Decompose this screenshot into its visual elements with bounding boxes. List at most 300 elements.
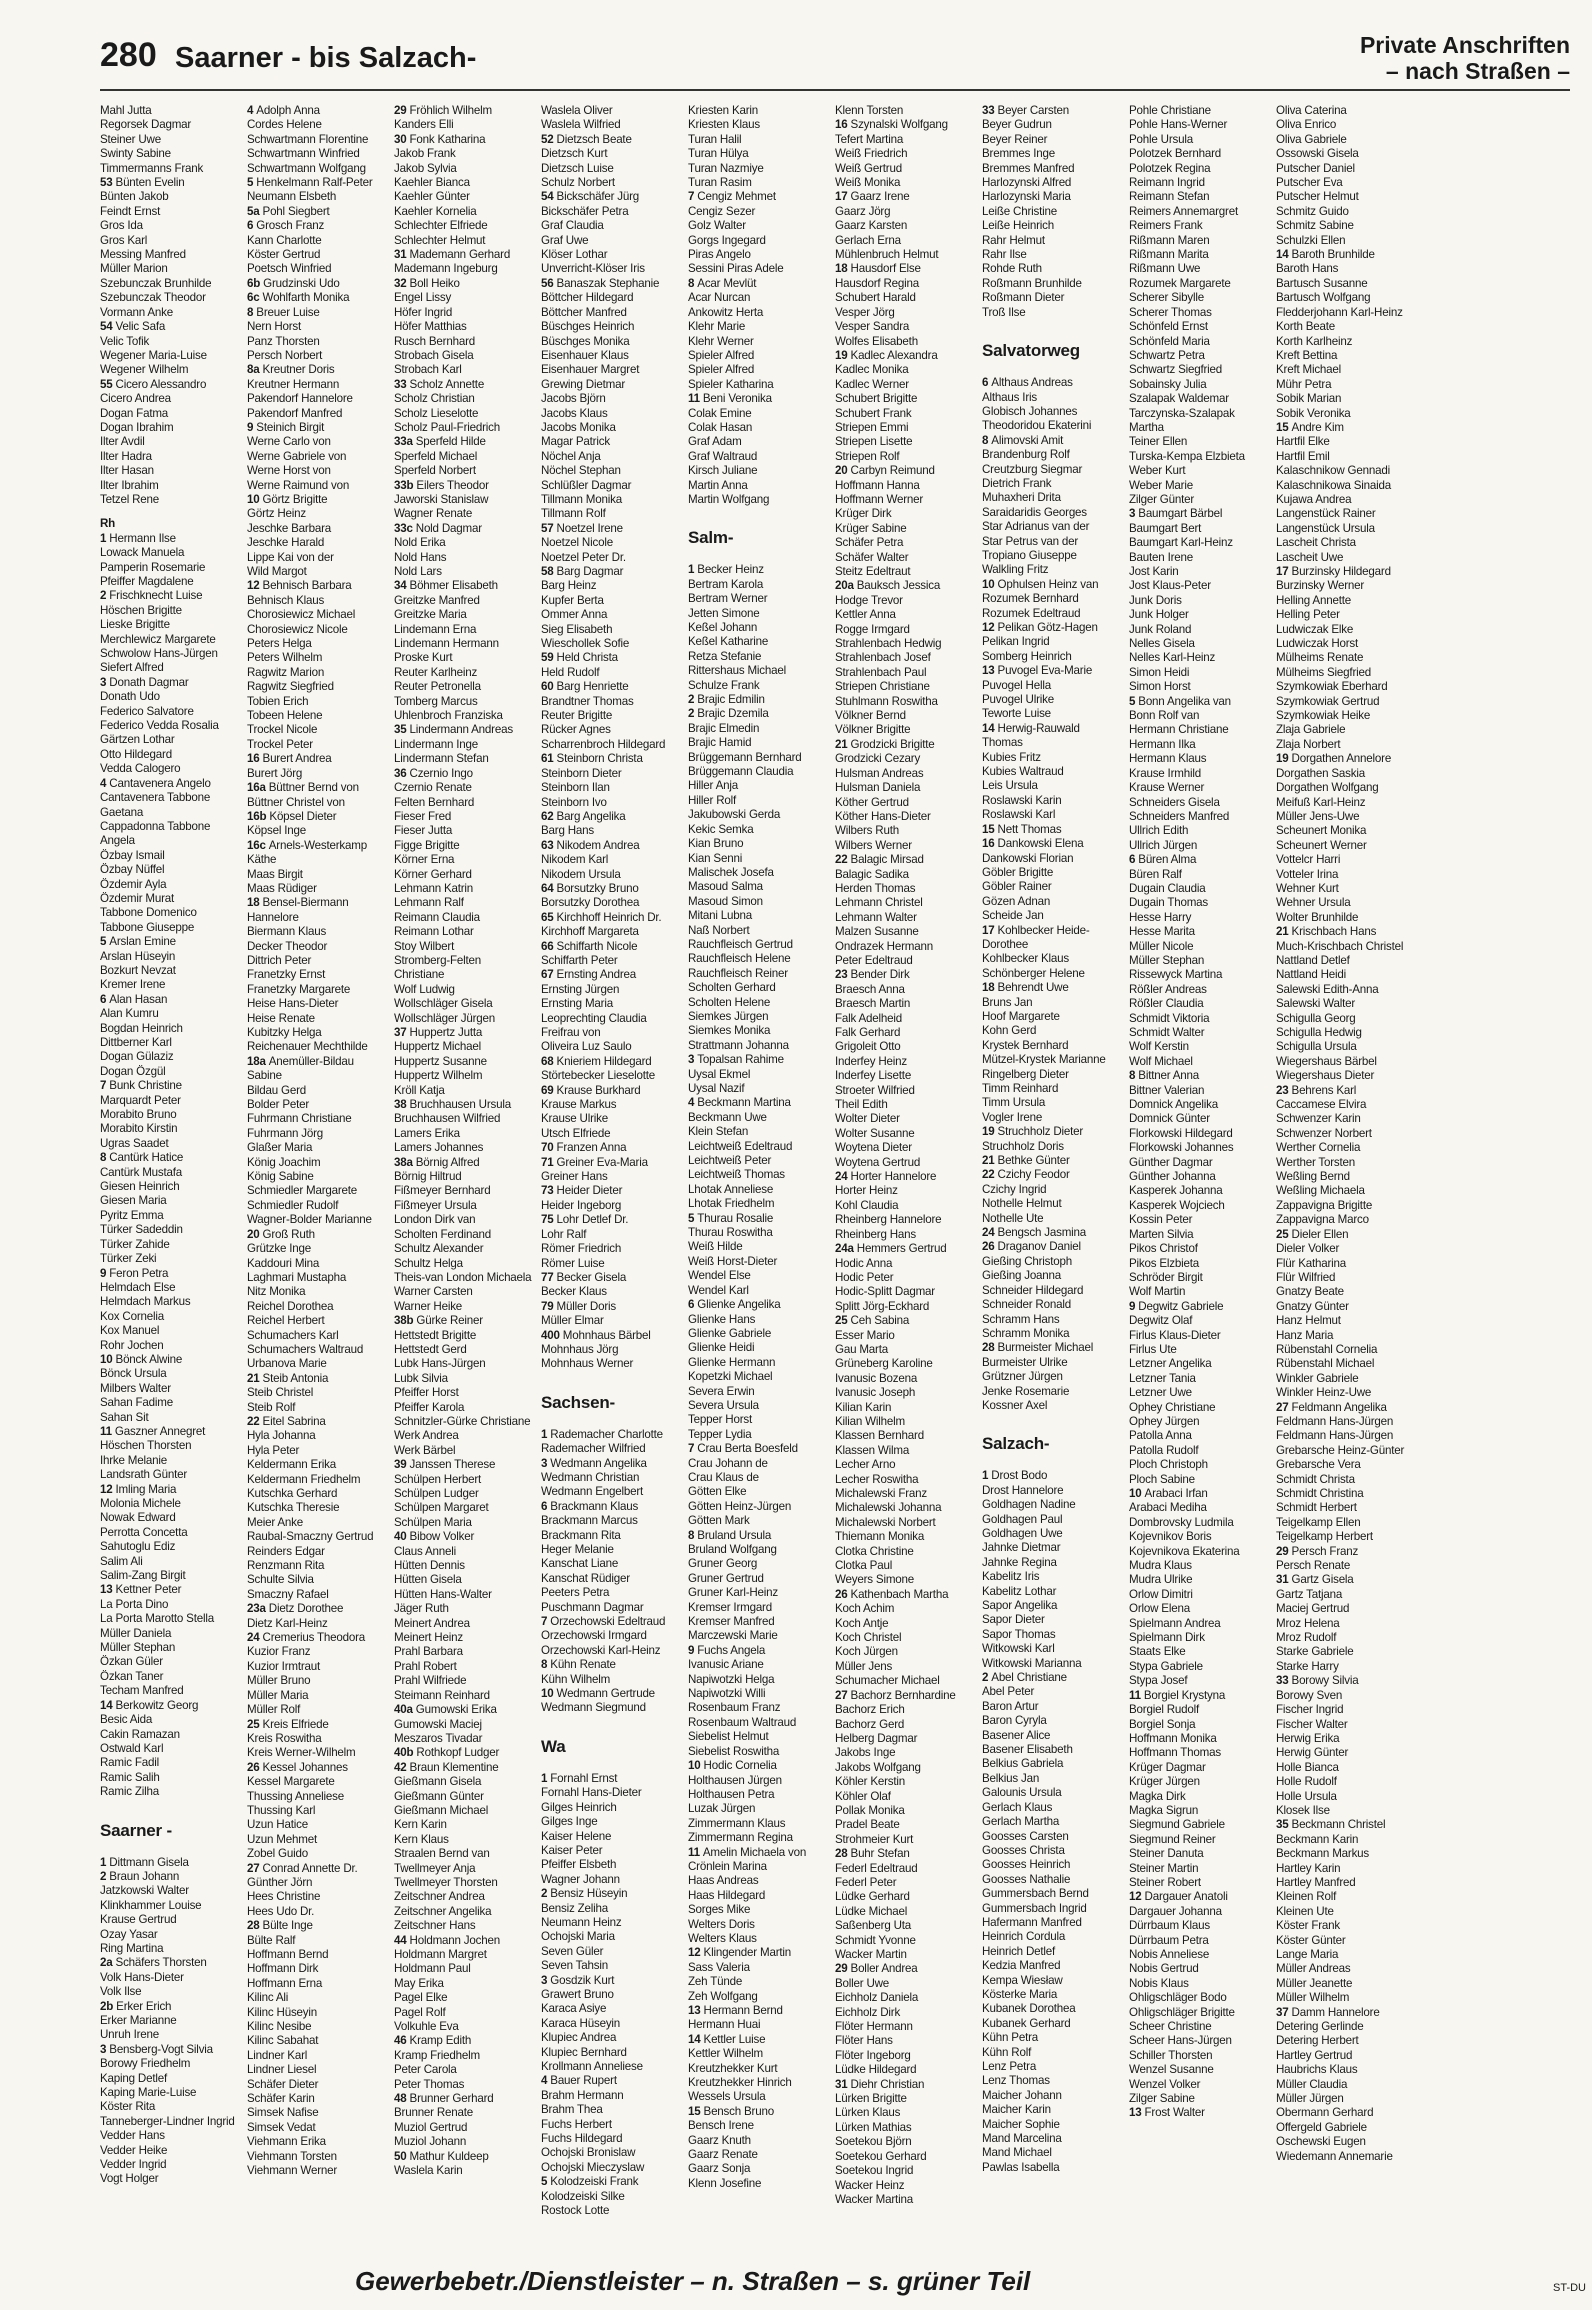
resident-entry: Köther Gertrud bbox=[835, 795, 909, 809]
resident-entry: Jenke Rosemarie bbox=[982, 1384, 1070, 1398]
resident-name: Bachorz Bernhardine bbox=[850, 1688, 956, 1702]
resident-entry: Kremser Irmgard bbox=[688, 1600, 772, 1614]
resident-entry: Starke Gabriele bbox=[1276, 1645, 1354, 1659]
resident-entry: Cappadonna Tabbone bbox=[100, 819, 211, 833]
resident-entry: Schneider Hildegard bbox=[982, 1283, 1084, 1297]
resident-name: Bülte Inge bbox=[262, 1919, 313, 1933]
resident-entry: Schröder Birgit bbox=[1129, 1270, 1203, 1284]
resident-entry: Schmiedler Rudolf bbox=[247, 1198, 339, 1212]
resident-name: Wedmann Angelika bbox=[550, 1456, 647, 1470]
resident-entry: Ilter Hasan bbox=[100, 464, 154, 478]
resident-entry: Zeitschner Hans bbox=[394, 1919, 476, 1933]
resident-entry bbox=[247, 493, 394, 507]
street-heading: Saarner - bbox=[100, 1820, 172, 1840]
resident-entry: Braesch Martin bbox=[835, 997, 911, 1011]
resident-entry: Lippe Kai von der bbox=[247, 550, 334, 564]
resident-entry: Borowy Sven bbox=[1276, 1688, 1343, 1702]
resident-entry: Kreutzhekker Kurt bbox=[688, 2061, 778, 2075]
resident-entry: Krystek Bernhard bbox=[982, 1038, 1069, 1052]
resident-entry: Kian Bruno bbox=[688, 837, 744, 851]
resident-entry: Werther Torsten bbox=[1276, 1155, 1356, 1169]
resident-entry: Körner Gerhard bbox=[394, 867, 472, 881]
resident-entry: Laghmari Mustapha bbox=[247, 1270, 347, 1284]
resident-name: Burmeister Michael bbox=[997, 1341, 1094, 1355]
house-number: 54 bbox=[100, 320, 116, 334]
resident-entry: Perrotta Concetta bbox=[100, 1525, 188, 1539]
resident-entry: Thiemann Monika bbox=[835, 1530, 925, 1544]
resident-name: Fornahl Ernst bbox=[550, 1771, 618, 1785]
house-number: 28 bbox=[835, 1847, 851, 1861]
resident-entry: Maicher Johann bbox=[982, 2088, 1062, 2102]
resident-entry: Waslela Karin bbox=[394, 2164, 463, 2178]
resident-entry: Crau Johann de bbox=[688, 1456, 768, 1470]
resident-entry: Golz Walter bbox=[688, 219, 746, 233]
resident-entry: Neumann Elsbeth bbox=[247, 190, 337, 204]
resident-name: Burert Andrea bbox=[262, 752, 332, 766]
resident-name: Nikodem Andrea bbox=[556, 838, 640, 852]
resident-entry bbox=[100, 1956, 247, 1970]
resident-name: Rothkopf Ludger bbox=[416, 1746, 500, 1760]
resident-entry: Müller Maria bbox=[247, 1688, 309, 1702]
resident-entry: Star Petrus van der bbox=[982, 534, 1079, 548]
resident-entry: Hoffmann Werner bbox=[835, 492, 924, 506]
resident-entry: Huppertz Michael bbox=[394, 1040, 482, 1054]
resident-entry: Schmidt Christina bbox=[1276, 1487, 1364, 1500]
resident-entry: Hodic Anna bbox=[835, 1256, 893, 1270]
resident-entry: Federico Salvatore bbox=[100, 704, 194, 718]
resident-entry: Kaiser Helene bbox=[541, 1829, 612, 1843]
resident-entry: Mroz Helena bbox=[1276, 1616, 1340, 1630]
resident-entry: Tobien Erich bbox=[247, 694, 309, 708]
resident-entry bbox=[100, 176, 247, 190]
resident-entry: Flür Wilfried bbox=[1276, 1270, 1336, 1284]
resident-entry: Nern Horst bbox=[247, 320, 302, 334]
resident-entry bbox=[100, 320, 247, 334]
resident-entry: Hodic-Splitt Dagmar bbox=[835, 1285, 935, 1299]
resident-entry: Holdmann Margret bbox=[394, 1948, 487, 1961]
resident-entry: Bruchhausen Wilfried bbox=[394, 1112, 501, 1126]
resident-entry bbox=[247, 1718, 394, 1732]
resident-entry: Pyritz Emma bbox=[100, 1208, 164, 1222]
resident-entry: Strahlenbach Josef bbox=[835, 651, 931, 665]
resident-entry: Cantavenera Tabbone bbox=[100, 791, 211, 805]
house-number: 21 bbox=[982, 1154, 998, 1168]
resident-entry: Korth Beate bbox=[1276, 320, 1336, 334]
resident-name: Wedmann Gertrude bbox=[556, 1687, 655, 1701]
house-number: 24 bbox=[982, 1226, 998, 1240]
resident-entry: Bertram Werner bbox=[688, 592, 768, 606]
resident-entry: Wolter Dieter bbox=[835, 1112, 900, 1126]
resident-name: Frischknecht Luise bbox=[109, 589, 203, 603]
resident-entry: Fuchs Herbert bbox=[541, 2117, 612, 2131]
resident-entry: Krüger Dagmar bbox=[1129, 1760, 1206, 1774]
resident-entry: Schülpen Ludger bbox=[394, 1487, 479, 1500]
resident-entry: Dietzsch Kurt bbox=[541, 147, 608, 161]
resident-entry bbox=[982, 837, 1129, 851]
resident-entry bbox=[394, 2034, 541, 2048]
resident-entry: Jost Klaus-Peter bbox=[1129, 579, 1211, 593]
resident-entry bbox=[541, 2074, 688, 2088]
resident-entry: Heise Hans-Dieter bbox=[247, 997, 339, 1011]
resident-entry: Rosenbaum Waltraud bbox=[688, 1715, 797, 1729]
resident-entry: Sass Valeria bbox=[688, 1960, 750, 1974]
resident-entry: Krause Ulrike bbox=[541, 1112, 608, 1126]
resident-entry bbox=[247, 1602, 394, 1616]
house-number: 33b bbox=[394, 478, 417, 492]
resident-entry: Nöchel Stephan bbox=[541, 464, 621, 478]
resident-entry bbox=[688, 1053, 835, 1067]
resident-entry: Reuter Brigitte bbox=[541, 709, 613, 723]
resident-entry: Rauchfleisch Helene bbox=[688, 952, 791, 966]
resident-entry: Viehmann Erika bbox=[247, 2135, 326, 2149]
resident-entry: Krause Gertrud bbox=[100, 1913, 177, 1927]
resident-name: Bünten Evelin bbox=[115, 176, 185, 190]
resident-entry bbox=[835, 968, 982, 982]
resident-name: Kohlbecker Heide- bbox=[997, 923, 1090, 937]
resident-entry: Börnig Hiltrud bbox=[394, 1170, 462, 1184]
resident-entry: Grawert Bruno bbox=[541, 1987, 614, 2001]
resident-name: Anemüller-Bildau bbox=[268, 1054, 354, 1068]
resident-entry: Nothelle Helmut bbox=[982, 1197, 1062, 1211]
resident-entry: Peeters Petra bbox=[541, 1586, 610, 1600]
resident-entry: Peter Thomas bbox=[394, 2077, 465, 2091]
resident-entry: Crönlein Marina bbox=[688, 1859, 767, 1873]
resident-entry bbox=[100, 1483, 247, 1497]
spacer bbox=[541, 1372, 688, 1382]
resident-entry: Rücker Agnes bbox=[541, 723, 611, 737]
resident-entry bbox=[982, 1168, 1129, 1182]
resident-entry bbox=[982, 1671, 1129, 1685]
resident-entry: Brüggemann Bernhard bbox=[688, 750, 802, 764]
resident-entry: Michalewski Franz bbox=[835, 1487, 927, 1500]
resident-entry: Vogt Holger bbox=[100, 2172, 159, 2186]
resident-entry bbox=[1129, 853, 1276, 867]
house-number: 11 bbox=[100, 1424, 115, 1438]
resident-entry: Grodzicki Cezary bbox=[835, 752, 921, 766]
resident-entry: Bachorz Gerd bbox=[835, 1717, 905, 1731]
resident-entry: Kriesten Karin bbox=[688, 104, 759, 117]
house-number: 38a bbox=[394, 1155, 416, 1169]
resident-entry: Firlus Klaus-Dieter bbox=[1129, 1328, 1221, 1342]
resident-entry: Pakendorf Hannelore bbox=[247, 392, 353, 406]
resident-entry: Franetzky Margarete bbox=[247, 982, 351, 996]
resident-entry: Inderfey Heinz bbox=[835, 1054, 907, 1068]
house-number: 1 bbox=[100, 1855, 110, 1869]
resident-entry: Flöter Hermann bbox=[835, 2020, 913, 2034]
resident-entry: Fischer Walter bbox=[1276, 1717, 1348, 1731]
resident-entry: Ivanusic Ariane bbox=[688, 1658, 764, 1672]
resident-entry: Glienke Heidi bbox=[688, 1341, 755, 1355]
resident-entry: Stroeter Wilfried bbox=[835, 1083, 915, 1097]
resident-entry: Gözen Adnan bbox=[982, 894, 1051, 908]
resident-entry: Schigulla Georg bbox=[1276, 1011, 1356, 1025]
resident-name: Braun Johann bbox=[109, 1869, 180, 1883]
resident-entry bbox=[247, 1761, 394, 1775]
house-number: 7 bbox=[100, 1079, 110, 1093]
house-number: 31 bbox=[835, 2077, 851, 2091]
directory-columns bbox=[100, 104, 1570, 2270]
house-number: 27 bbox=[1276, 1400, 1292, 1414]
resident-entry: Nitz Monika bbox=[247, 1285, 306, 1299]
resident-entry bbox=[100, 1079, 247, 1093]
resident-name: Bensch Bruno bbox=[703, 2104, 774, 2118]
resident-entry bbox=[394, 104, 541, 118]
resident-entry: Köster Gertrud bbox=[247, 248, 321, 262]
resident-entry: Jost Karin bbox=[1129, 565, 1179, 578]
resident-entry: Mademann Ingeburg bbox=[394, 262, 498, 276]
house-number: 70 bbox=[541, 1141, 557, 1155]
spacer bbox=[100, 1846, 247, 1856]
house-number: 13 bbox=[982, 664, 998, 678]
resident-entry: Angela bbox=[100, 834, 135, 848]
resident-entry: Klassen Bernhard bbox=[835, 1429, 924, 1443]
resident-entry: Reimann Lothar bbox=[394, 925, 474, 939]
resident-entry: Szebunczak Brunhilde bbox=[100, 276, 212, 290]
resident-entry bbox=[541, 1500, 688, 1514]
resident-entry: Baron Artur bbox=[982, 1699, 1039, 1713]
resident-entry: Jakobs Inge bbox=[835, 1746, 896, 1760]
resident-entry: Basener Alice bbox=[982, 1728, 1051, 1742]
resident-entry: Braesch Anna bbox=[835, 982, 905, 996]
resident-entry: Lascheit Christa bbox=[1276, 536, 1356, 550]
resident-entry bbox=[100, 1425, 247, 1439]
house-number: 2a bbox=[100, 1956, 116, 1970]
resident-entry: Helberg Dagmar bbox=[835, 1731, 918, 1745]
resident-entry: Schäfer Petra bbox=[835, 536, 904, 550]
house-number: 25 bbox=[1276, 1227, 1292, 1241]
resident-entry: Lhotak Friedhelm bbox=[688, 1197, 775, 1211]
resident-entry: Hulsman Andreas bbox=[835, 766, 924, 780]
house-number: 2 bbox=[100, 589, 110, 603]
resident-entry: Kaehler Kornelia bbox=[394, 204, 477, 218]
resident-entry: Gaarz Jörg bbox=[835, 204, 891, 218]
resident-entry: Strobach Gisela bbox=[394, 348, 474, 362]
resident-name: Grosch Franz bbox=[256, 219, 325, 233]
resident-entry: Panz Thorsten bbox=[247, 334, 320, 348]
resident-entry: Michalewski Norbert bbox=[835, 1515, 936, 1529]
resident-entry: Gruner Gertrud bbox=[688, 1571, 764, 1585]
house-number: 55 bbox=[100, 377, 116, 391]
resident-entry: Harlozynski Maria bbox=[982, 190, 1071, 204]
resident-entry bbox=[1276, 1084, 1423, 1098]
resident-entry: Muziol Gertrud bbox=[394, 2120, 468, 2134]
resident-entry: Jakob Sylvia bbox=[394, 161, 457, 175]
resident-entry: Käthe bbox=[247, 853, 277, 867]
resident-entry bbox=[1276, 565, 1423, 579]
house-number: 12 bbox=[688, 1946, 704, 1960]
resident-entry bbox=[835, 190, 982, 204]
resident-name: Kadlec Alexandra bbox=[850, 348, 938, 362]
house-number: 12 bbox=[1129, 1890, 1145, 1904]
resident-entry bbox=[100, 1151, 247, 1165]
house-number: 7 bbox=[688, 190, 698, 204]
resident-entry: Hannelore bbox=[247, 910, 299, 924]
resident-name: Kreutner Doris bbox=[262, 363, 335, 377]
resident-entry: Steinborn Ilan bbox=[541, 781, 610, 795]
resident-entry: Splitt Jörg-Eckhard bbox=[835, 1299, 930, 1313]
resident-entry bbox=[1276, 248, 1423, 262]
resident-entry: Becker Klaus bbox=[541, 1285, 607, 1299]
resident-entry: Ploch Sabine bbox=[1129, 1472, 1195, 1486]
resident-entry: Salewski Walter bbox=[1276, 997, 1356, 1011]
page-header bbox=[100, 28, 1570, 90]
resident-entry: Schönfeld Ernst bbox=[1129, 320, 1208, 334]
resident-name: Heider Dieter bbox=[556, 1184, 623, 1198]
resident-entry: Zilger Sabine bbox=[1129, 2092, 1195, 2106]
house-number: 34 bbox=[394, 579, 410, 593]
resident-name: Cengiz Mehmet bbox=[697, 190, 776, 204]
resident-entry: Dietrich Frank bbox=[982, 476, 1052, 490]
resident-entry: Schwartmann Winfried bbox=[247, 147, 360, 161]
resident-entry bbox=[100, 676, 247, 690]
resident-entry bbox=[247, 306, 394, 320]
house-number: 22 bbox=[982, 1168, 998, 1182]
resident-entry bbox=[688, 707, 835, 721]
resident-entry bbox=[1276, 1401, 1423, 1415]
house-number: 18 bbox=[247, 896, 263, 910]
resident-entry: Nobis Klaus bbox=[1129, 1976, 1189, 1990]
resident-entry: Heise Renate bbox=[247, 1011, 315, 1025]
resident-entry: Chorosiewicz Nicole bbox=[247, 622, 348, 636]
resident-name: Pelikan Götz-Hagen bbox=[997, 621, 1098, 634]
resident-name: Barg Henriette bbox=[556, 680, 629, 694]
resident-entry: Glienke Hans bbox=[688, 1312, 756, 1326]
resident-entry: Napiwotzki Willi bbox=[688, 1687, 766, 1701]
house-number: 6 bbox=[1129, 853, 1139, 867]
resident-entry: Pelikan Ingrid bbox=[982, 635, 1050, 649]
resident-name: Franzen Anna bbox=[556, 1141, 627, 1155]
resident-entry: Kuzior Irmtraut bbox=[247, 1659, 321, 1673]
resident-entry: Büschges Heinrich bbox=[541, 320, 635, 334]
resident-entry: Baumgart Karl-Heinz bbox=[1129, 536, 1233, 550]
resident-entry: Werne Raimund von bbox=[247, 478, 350, 492]
resident-entry: Wacker Martin bbox=[835, 1948, 907, 1961]
resident-entry: Schäfer Walter bbox=[835, 550, 909, 564]
resident-entry: Schlüßler Dagmar bbox=[541, 478, 632, 492]
resident-entry: Kern Karin bbox=[394, 1818, 447, 1832]
resident-entry: Neumann Heinz bbox=[541, 1915, 622, 1929]
resident-entry: Gartz Tatjana bbox=[1276, 1587, 1343, 1601]
resident-entry: Witkowski Marianna bbox=[982, 1656, 1082, 1670]
resident-entry: Lindner Karl bbox=[247, 2048, 308, 2062]
resident-entry: Wedmann Engelbert bbox=[541, 1485, 644, 1499]
resident-entry: Burert Jörg bbox=[247, 766, 303, 780]
resident-entry: Regorsek Dagmar bbox=[100, 118, 192, 132]
resident-entry: Nobis Anneliese bbox=[1129, 1948, 1210, 1961]
house-number: 2b bbox=[100, 1999, 117, 2013]
resident-entry: Lindermann Inge bbox=[394, 737, 479, 751]
resident-entry: Gießing Joanna bbox=[982, 1269, 1062, 1283]
resident-entry bbox=[541, 680, 688, 694]
resident-entry: Scheer Hans-Jürgen bbox=[1129, 2034, 1232, 2048]
resident-entry: Ommer Anna bbox=[541, 608, 608, 622]
resident-entry: Kohl Claudia bbox=[835, 1198, 899, 1212]
resident-entry: Mudra Ulrike bbox=[1129, 1573, 1193, 1587]
resident-entry: Weiß Horst-Dieter bbox=[688, 1254, 778, 1268]
house-number: 13 bbox=[688, 2004, 704, 2017]
resident-entry: Trockel Nicole bbox=[247, 723, 318, 737]
resident-entry: Drost Hannelore bbox=[982, 1483, 1064, 1497]
resident-entry: Klenn Torsten bbox=[835, 104, 904, 117]
resident-entry: Noetzel Nicole bbox=[541, 536, 613, 550]
resident-name: Imling Maria bbox=[115, 1482, 177, 1496]
spacer bbox=[541, 1716, 688, 1726]
resident-entry: Mühlenbruch Helmut bbox=[835, 248, 939, 262]
resident-entry: Wolf Kerstin bbox=[1129, 1040, 1189, 1054]
resident-name: Groß Ruth bbox=[262, 1227, 315, 1241]
resident-entry: Volk Hans-Dieter bbox=[100, 1970, 184, 1984]
subtitle-line-1: Private Anschriften bbox=[1359, 32, 1570, 58]
resident-entry bbox=[1129, 1069, 1276, 1083]
resident-entry: Gau Marta bbox=[835, 1342, 888, 1356]
house-number: 36 bbox=[394, 766, 410, 780]
resident-entry: Dogan Fatma bbox=[100, 406, 169, 420]
resident-entry: Malischek Josefa bbox=[688, 865, 774, 879]
resident-entry: Weyers Simone bbox=[835, 1573, 915, 1587]
resident-entry: Rißmann Uwe bbox=[1129, 262, 1201, 276]
resident-entry: Kadlec Monika bbox=[835, 363, 909, 377]
resident-entry: Graf Adam bbox=[688, 435, 742, 449]
house-number: 27 bbox=[835, 1688, 851, 1702]
house-number: 10 bbox=[541, 1687, 557, 1701]
resident-entry: Zeitschner Angelika bbox=[394, 1904, 492, 1918]
resident-entry bbox=[394, 1761, 541, 1775]
resident-entry: Pakendorf Manfred bbox=[247, 406, 343, 420]
house-number: 4 bbox=[541, 2074, 551, 2088]
resident-entry: Ochojski Bronislaw bbox=[541, 2146, 636, 2160]
resident-name: Thurau Rosalie bbox=[697, 1211, 774, 1225]
resident-entry: Klöser Lothar bbox=[541, 248, 608, 262]
house-number: 13 bbox=[1129, 2106, 1145, 2120]
resident-name: Grodzicki Brigitte bbox=[850, 737, 935, 751]
resident-entry: Langenstück Ursula bbox=[1276, 521, 1375, 535]
resident-entry: Freifrau von bbox=[541, 1026, 601, 1039]
resident-entry: Gießmann Gisela bbox=[394, 1775, 482, 1789]
house-number: 25 bbox=[835, 1314, 851, 1328]
resident-entry: Galounis Ursula bbox=[982, 1786, 1062, 1800]
resident-entry: Greitzke Manfred bbox=[394, 593, 480, 607]
resident-entry bbox=[835, 118, 982, 132]
resident-entry: Letzner Uwe bbox=[1129, 1386, 1192, 1400]
resident-entry: Görtz Heinz bbox=[247, 507, 307, 521]
resident-entry: Weßling Michaela bbox=[1276, 1184, 1365, 1198]
resident-entry: Unverricht-Klöser Iris bbox=[541, 262, 645, 276]
resident-entry: Steinborn Ivo bbox=[541, 795, 607, 809]
resident-entry: Acar Nurcan bbox=[688, 291, 751, 305]
resident-entry: Brahm Thea bbox=[541, 2103, 603, 2117]
resident-entry: Schülpen Herbert bbox=[394, 1472, 482, 1486]
spacer bbox=[100, 507, 247, 517]
resident-entry: Erker Marianne bbox=[100, 2014, 177, 2027]
house-number: 15 bbox=[688, 2104, 704, 2118]
house-number: 33 bbox=[1276, 1674, 1292, 1688]
resident-entry: Dombrovsky Ludmila bbox=[1129, 1515, 1234, 1529]
resident-entry: Woytena Gertrud bbox=[835, 1155, 921, 1169]
street-heading: Sachsen- bbox=[541, 1392, 615, 1412]
resident-name: Cremerius Theodora bbox=[262, 1631, 366, 1645]
resident-entry: Kekic Semka bbox=[688, 822, 754, 836]
house-number: 11 bbox=[688, 392, 703, 406]
resident-entry: Strohmeier Kurt bbox=[835, 1832, 914, 1846]
resident-entry: Sapor Dieter bbox=[982, 1613, 1045, 1627]
street-heading: Rh bbox=[100, 517, 116, 531]
resident-name: Kramp Edith bbox=[409, 2034, 472, 2048]
resident-entry: Pamperin Rosemarie bbox=[100, 560, 206, 574]
resident-entry: Reichel Herbert bbox=[247, 1314, 325, 1328]
page-number: 280 bbox=[100, 36, 157, 74]
resident-entry: Clotka Christine bbox=[835, 1544, 914, 1558]
resident-entry: Dittberner Karl bbox=[100, 1036, 172, 1049]
